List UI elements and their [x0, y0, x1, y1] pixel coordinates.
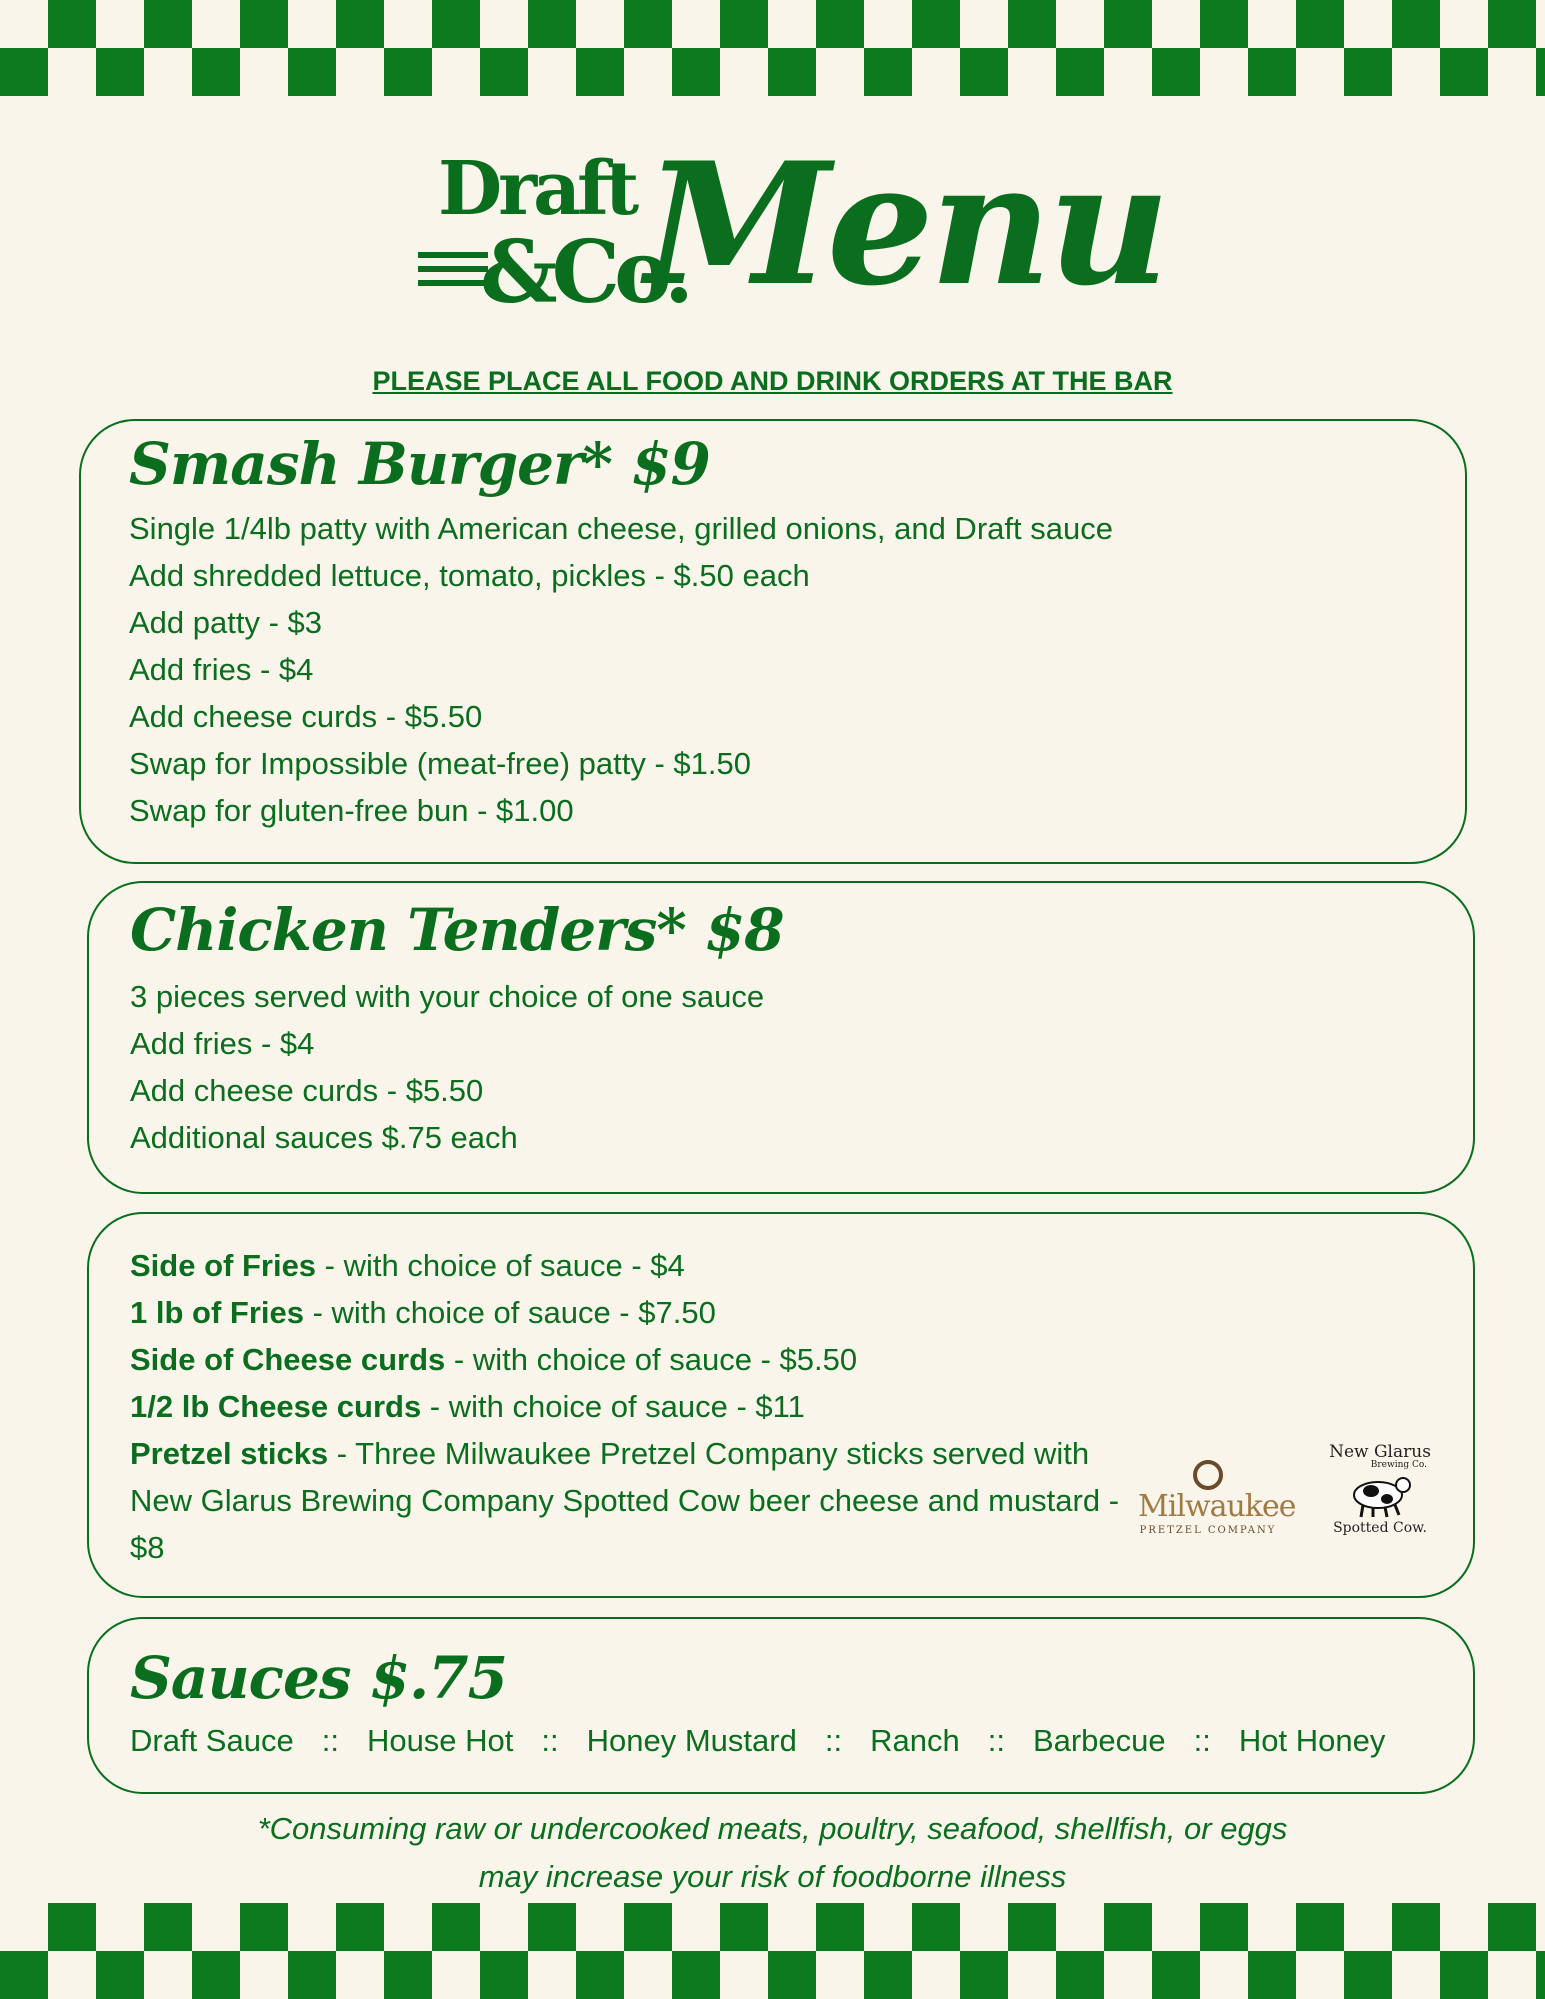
sauce-item: Ranch	[870, 1723, 960, 1758]
side-item-name: Side of Fries	[130, 1248, 317, 1283]
sauce-item: Honey Mustard	[586, 1723, 797, 1758]
side-item	[130, 1336, 1432, 1383]
sauce-list	[130, 1719, 1432, 1763]
checkered-border-top	[0, 0, 1545, 96]
side-item-name: 1 lb of Fries	[130, 1295, 304, 1330]
tenders-line: Add fries - $4	[130, 1026, 315, 1061]
sauce-separator: ::	[321, 1723, 339, 1758]
milwaukee-pretzel-logo	[1138, 1460, 1296, 1540]
logo-lines	[418, 252, 488, 294]
milwaukee-logo-name: Milwaukee	[1138, 1489, 1296, 1524]
chicken-tenders-heading: Chicken Tenders* $8	[130, 896, 784, 964]
smash-burger-section	[79, 419, 1467, 864]
draft-and-co-logo	[418, 146, 688, 342]
burger-line: Add shredded lettuce, tomato, pickles - $.50 each	[129, 558, 810, 593]
sauce-item: House Hot	[366, 1723, 514, 1758]
checkered-border-bottom	[0, 1903, 1545, 1999]
food-safety-footnote	[0, 1805, 1545, 1901]
side-item-desc: - with choice of sauce - $7.50	[303, 1295, 716, 1330]
smash-burger-heading: Smash Burger* $9	[129, 430, 710, 498]
side-item-desc: - with choice of sauce - $4	[316, 1248, 685, 1283]
pretzel-icon	[1193, 1460, 1223, 1490]
sauces-heading: Sauces $.75	[130, 1644, 507, 1712]
burger-line: Swap for Impossible (meat-free) patty - $1.50	[129, 746, 751, 781]
sauce-item: Barbecue	[1032, 1723, 1166, 1758]
pretzel-sticks-desc: - Three Milwaukee Pretzel Company sticks served with New Glarus Brewing Company Spotted Cow beer cheese and mustard - $8	[130, 1436, 1120, 1565]
logo-draft-text: Draft	[438, 146, 636, 232]
side-item	[130, 1383, 1432, 1430]
menu-title: Menu	[645, 125, 1167, 323]
sauce-item: Draft Sauce	[130, 1723, 294, 1758]
side-item	[130, 1242, 1432, 1289]
footnote-line: may increase your risk of foodborne illness	[478, 1859, 1067, 1894]
new-glarus-logo-name: New Glarus	[1329, 1442, 1431, 1462]
sauce-separator: ::	[987, 1723, 1005, 1758]
burger-line: Swap for gluten-free bun - $1.00	[129, 793, 574, 828]
side-item-desc: - with choice of sauce - $5.50	[445, 1342, 858, 1377]
footnote-line: *Consuming raw or undercooked meats, poultry, seafood, shellfish, or eggs	[257, 1811, 1288, 1846]
sauce-separator: ::	[541, 1723, 559, 1758]
sides-section	[87, 1212, 1475, 1598]
pretzel-sticks-item	[130, 1430, 1130, 1571]
tenders-line: Additional sauces $.75 each	[130, 1120, 518, 1155]
burger-line: Add fries - $4	[129, 652, 314, 687]
logo-co-text: &Co.	[480, 222, 688, 323]
tenders-line: 3 pieces served with your choice of one sauce	[130, 979, 765, 1014]
sauce-item: Hot Honey	[1238, 1723, 1386, 1758]
side-item	[130, 1289, 1432, 1336]
milwaukee-logo-sub: PRETZEL COMPANY	[1139, 1525, 1277, 1536]
sauces-section	[87, 1617, 1475, 1794]
pretzel-sticks-name: Pretzel sticks	[130, 1436, 329, 1471]
new-glarus-logo-sub: Brewing Co.	[1370, 1460, 1427, 1470]
burger-line: Single 1/4lb patty with American cheese, grilled onions, and Draft sauce	[129, 511, 1113, 546]
spotted-cow-text: Spotted Cow.	[1333, 1519, 1427, 1536]
side-item-name: Side of Cheese curds	[130, 1342, 446, 1377]
new-glarus-spotted-cow-logo	[1325, 1444, 1435, 1559]
burger-line: Add patty - $3	[129, 605, 323, 640]
side-item-name: 1/2 lb Cheese curds	[130, 1389, 422, 1424]
side-item-desc: - with choice of sauce - $11	[421, 1389, 805, 1424]
header	[0, 125, 1545, 350]
chicken-tenders-section	[87, 881, 1475, 1194]
cow-icon	[1345, 1473, 1415, 1519]
sauce-separator: ::	[824, 1723, 843, 1758]
sauce-separator: ::	[1193, 1723, 1211, 1758]
order-notice: PLEASE PLACE ALL FOOD AND DRINK ORDERS AT THE BAR	[372, 366, 1173, 396]
burger-line: Add cheese curds - $5.50	[129, 699, 483, 734]
tenders-line: Add cheese curds - $5.50	[130, 1073, 484, 1108]
